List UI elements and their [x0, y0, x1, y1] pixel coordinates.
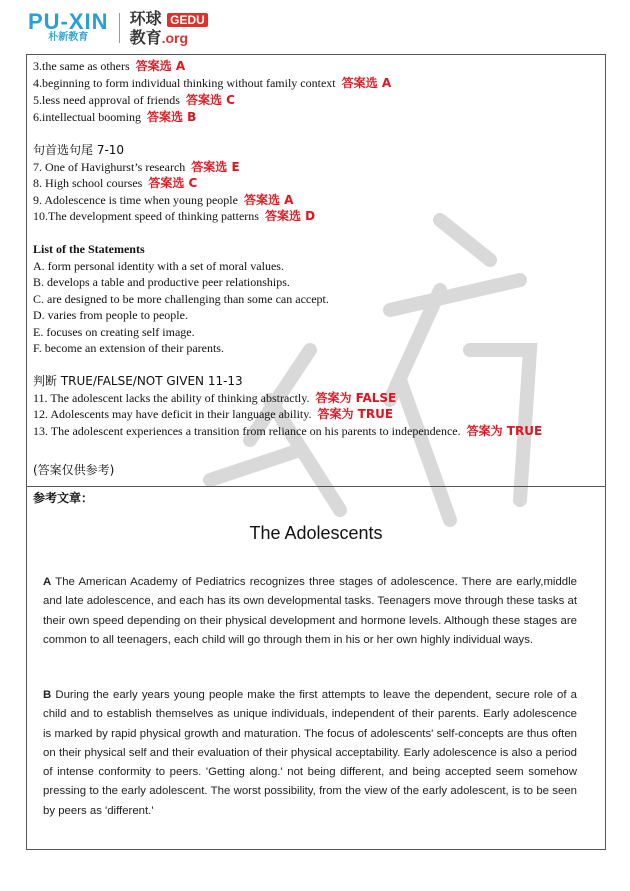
statements-heading: List of the Statements [33, 242, 145, 256]
answer-line-10: 10.The development speed of thinking patterns 答案选 D [33, 209, 316, 223]
answer-line-5: 5.less need approval of friends 答案选 C [33, 93, 235, 107]
statement-c: C. are designed to be more challenging than some can accept. [33, 292, 329, 306]
answer-line-4: 4.beginning to form individual thinking without family context 答案选 A [33, 76, 392, 90]
answer-line-12: 12. Adolescents may have deficit in their language ability. 答案为 TRUE [33, 407, 394, 421]
answer-line-11: 11. The adolescent lacks the ability of thinking abstractly. 答案为 FALSE [33, 391, 397, 405]
puxin-logo: PU-XIN 朴新教育 [28, 9, 109, 43]
reference-article-box [26, 486, 606, 850]
header-logo [28, 10, 208, 46]
section-heading-tfng: 判断 TRUE/FALSE/NOT GIVEN 11-13 [33, 374, 243, 388]
answer-line-3: 3.the same as others 答案选 A [33, 59, 186, 73]
answer-line-13: 13. The adolescent experiences a transition from reliance on his parents to independence. 答案为 TRUE [33, 424, 543, 438]
reference-note: (答案仅供参考) [33, 463, 115, 477]
statement-e: E. focuses on creating self image. [33, 325, 195, 339]
statement-f: F. become an extension of their parents. [33, 341, 224, 355]
article-paragraph-a: A The American Academy of Pediatrics recognizes three stages of adolescence. There are early,middle and late adolescence, and each has its own developmental tasks. Teenagers move through these tasks at their own speed depending on their physical development and hormone levels. Although these stages are common to all teenagers, each child will go through them in his or her own highly individual ways. [43, 576, 577, 646]
section-heading-endings: 句首选句尾 7-10 [33, 143, 125, 157]
statement-a: A. form personal identity with a set of moral values. [33, 259, 284, 273]
article-paragraph-b: B During the early years young people make the first attempts to leave the dependent, secure role of a child and to establish themselves as unique individuals, independent of their parents. Early adolescence is marked by rapid physical growth and maturation. The focus of adolescents' self-concepts are thus often on their physical self and their evaluation of their physical acceptability. Early adolescence is also a period of intense conformity to peers. 'Getting along.' not being different, and being accepted seem somehow pressing to the early adolescent. The worst possibility, from the view of the early adolescent, is to be seen by peers as 'different.' [43, 689, 577, 817]
answer-line-7: 7. One of Havighurst’s research 答案选 E [33, 160, 240, 174]
statement-b: B. develops a table and productive peer relationships. [33, 275, 290, 289]
answer-line-8: 8. High school courses 答案选 C [33, 176, 198, 190]
gedu-logo: 环球 GEDU 教育.org [130, 10, 208, 47]
answer-key-box [26, 54, 606, 486]
answer-line-6: 6.intellectual booming 答案选 B [33, 110, 197, 124]
article-title: The Adolescents [249, 523, 383, 543]
answer-line-9: 9. Adolescence is time when young people 答案选 A [33, 193, 294, 207]
reference-label: 参考文章： [33, 491, 94, 505]
logo-divider [119, 13, 120, 43]
statement-d: D. varies from people to people. [33, 308, 188, 322]
